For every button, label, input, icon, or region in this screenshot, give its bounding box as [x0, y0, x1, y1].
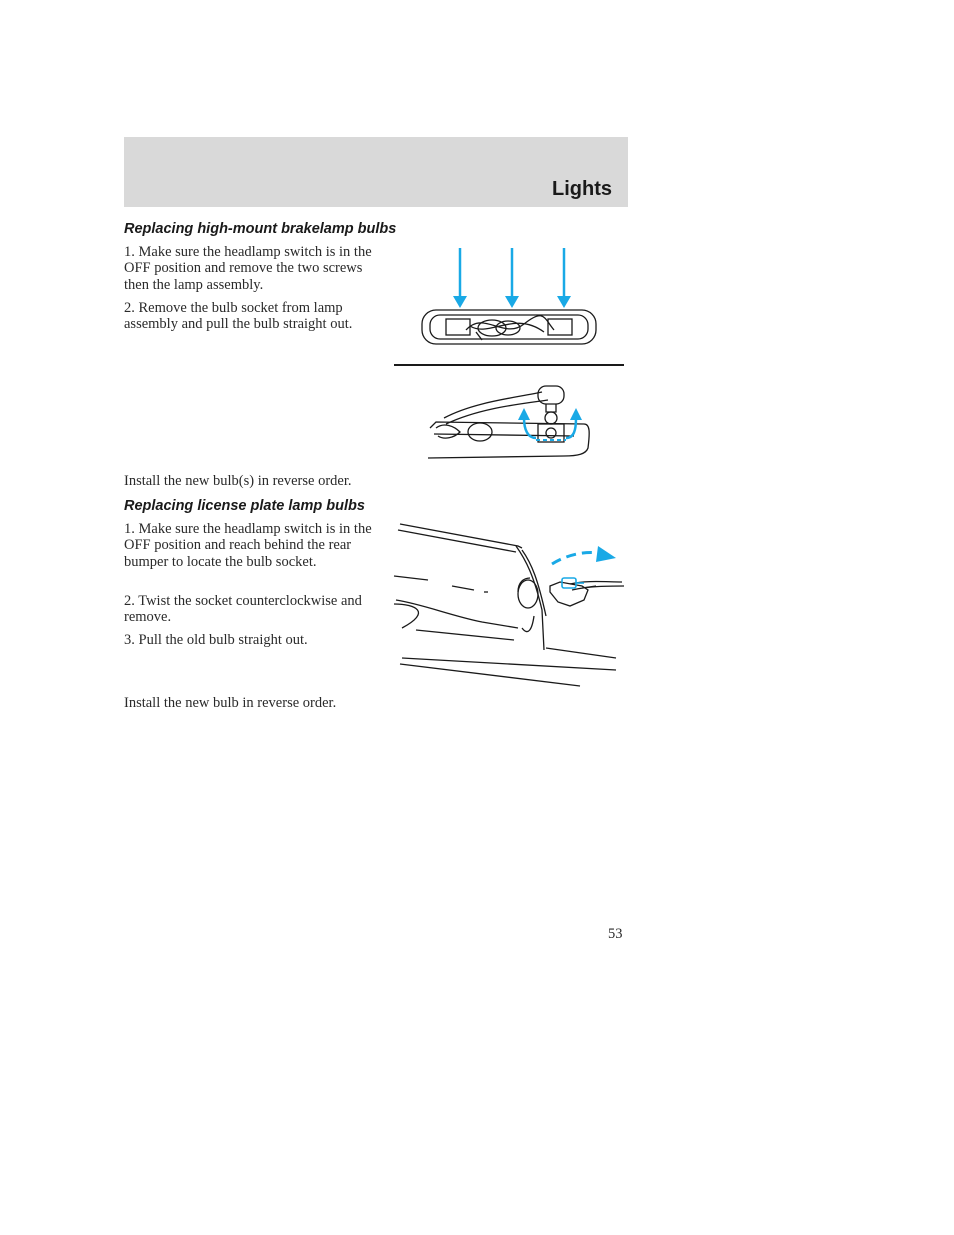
section-header-band	[124, 137, 628, 207]
page-number: 53	[608, 926, 623, 942]
license-step-2: 2. Twist the socket counterclockwise and remove.	[124, 593, 362, 626]
twist-arrow-icon	[552, 546, 616, 564]
brakelamp-heading: Replacing high-mount brakelamp bulbs	[124, 221, 397, 237]
license-heading: Replacing license plate lamp bulbs	[124, 498, 365, 514]
license-step-1: 1. Make sure the headlamp switch is in the OFF position and reach behind the rear bumper to locate the bulb socket.	[124, 521, 372, 570]
license-step-3: 3. Pull the old bulb straight out.	[124, 632, 308, 648]
bulb-socket-removal-figure	[424, 378, 594, 464]
screw-arrow-icon	[453, 248, 571, 308]
brakelamp-step-1: 1. Make sure the headlamp switch is in the OFF position and remove the two screws then the lamp assembly.	[124, 244, 372, 293]
section-title: Lights	[552, 178, 612, 200]
brakelamp-install-note: Install the new bulb(s) in reverse order.	[124, 473, 352, 489]
brakelamp-removal-figure	[394, 240, 626, 370]
license-install-note: Install the new bulb in reverse order.	[124, 695, 337, 711]
license-lamp-figure	[392, 520, 628, 692]
brakelamp-step-2: 2. Remove the bulb socket from lamp assembly and pull the bulb straight out.	[124, 300, 353, 333]
brakelamp-housing	[422, 310, 596, 344]
